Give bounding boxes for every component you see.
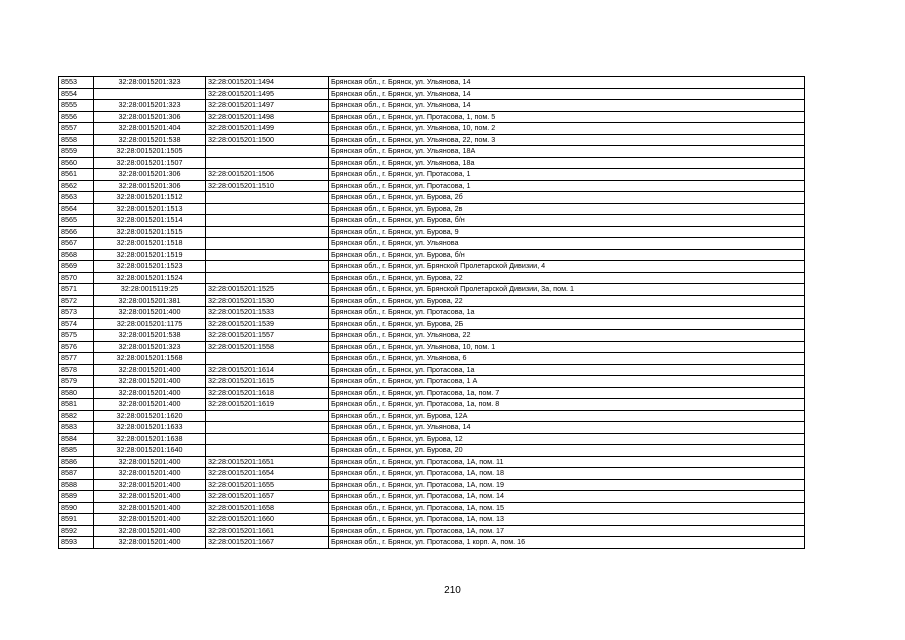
address-cell: Брянская обл., г. Брянск, ул. Ульянова, 14 xyxy=(329,88,805,100)
cadastral-number-cell: 32:28:0015201:400 xyxy=(94,364,206,376)
address-cell: Брянская обл., г. Брянск, ул. Бурова, 2в xyxy=(329,203,805,215)
address-cell: Брянская обл., г. Брянск, ул. Протасова, 1А, пом. 18 xyxy=(329,468,805,480)
address-cell: Брянская обл., г. Брянск, ул. Бурова, 2б xyxy=(329,192,805,204)
cadastral-number-2-cell: 32:28:0015201:1667 xyxy=(206,537,329,549)
cadastral-number-2-cell xyxy=(206,249,329,261)
address-cell: Брянская обл., г. Брянск, ул. Ульянова, 22, пом. 3 xyxy=(329,134,805,146)
row-number-cell: 8579 xyxy=(59,376,94,388)
table-row xyxy=(59,203,805,215)
cadastral-number-2-cell: 32:28:0015201:1500 xyxy=(206,134,329,146)
cadastral-number-cell: 32:28:0015201:1514 xyxy=(94,215,206,227)
row-number-cell: 8592 xyxy=(59,525,94,537)
address-cell: Брянская обл., г. Брянск, ул. Брянской Пролетарской Дивизии, 3а, пом. 1 xyxy=(329,284,805,296)
row-number-cell: 8585 xyxy=(59,445,94,457)
row-number-cell: 8555 xyxy=(59,100,94,112)
address-cell: Брянская обл., г. Брянск, ул. Бурова, 22 xyxy=(329,272,805,284)
cadastral-number-cell: 32:28:0015201:1515 xyxy=(94,226,206,238)
cadastral-number-2-cell xyxy=(206,146,329,158)
cadastral-number-2-cell xyxy=(206,238,329,250)
cadastral-number-cell: 32:28:0015201:400 xyxy=(94,376,206,388)
row-number-cell: 8575 xyxy=(59,330,94,342)
cadastral-number-2-cell: 32:28:0015201:1660 xyxy=(206,514,329,526)
address-cell: Брянская обл., г. Брянск, ул. Протасова, 1а xyxy=(329,364,805,376)
cadastral-number-cell: 32:28:0015201:400 xyxy=(94,387,206,399)
page-number: 210 xyxy=(444,585,461,596)
address-cell: Брянская обл., г. Брянск, ул. Протасова, 1 xyxy=(329,180,805,192)
row-number-cell: 8553 xyxy=(59,77,94,89)
cadastral-number-cell: 32:28:0015201:400 xyxy=(94,525,206,537)
table-row xyxy=(59,410,805,422)
property-registry-table xyxy=(58,76,805,549)
cadastral-number-cell: 32:28:0015201:1620 xyxy=(94,410,206,422)
cadastral-number-2-cell xyxy=(206,203,329,215)
cadastral-number-cell: 32:28:0015201:323 xyxy=(94,77,206,89)
row-number-cell: 8584 xyxy=(59,433,94,445)
row-number-cell: 8580 xyxy=(59,387,94,399)
address-cell: Брянская обл., г. Брянск, ул. Протасова, 1, пом. 5 xyxy=(329,111,805,123)
cadastral-number-2-cell xyxy=(206,215,329,227)
row-number-cell: 8559 xyxy=(59,146,94,158)
row-number-cell: 8558 xyxy=(59,134,94,146)
cadastral-number-2-cell xyxy=(206,410,329,422)
table-row xyxy=(59,318,805,330)
row-number-cell: 8577 xyxy=(59,353,94,365)
cadastral-number-cell: 32:28:0015201:306 xyxy=(94,169,206,181)
address-cell: Брянская обл., г. Брянск, ул. Бурова, 12А xyxy=(329,410,805,422)
cadastral-number-2-cell xyxy=(206,422,329,434)
row-number-cell: 8582 xyxy=(59,410,94,422)
address-cell: Брянская обл., г. Брянск, ул. Протасова, 1А, пом. 13 xyxy=(329,514,805,526)
cadastral-number-2-cell xyxy=(206,261,329,273)
cadastral-number-cell: 32:28:0015201:1568 xyxy=(94,353,206,365)
address-cell: Брянская обл., г. Брянск, ул. Бурова, б/н xyxy=(329,215,805,227)
row-number-cell: 8581 xyxy=(59,399,94,411)
cadastral-number-cell: 32:28:0015201:538 xyxy=(94,134,206,146)
cadastral-number-cell: 32:28:0015201:1523 xyxy=(94,261,206,273)
cadastral-number-cell: 32:28:0015201:404 xyxy=(94,123,206,135)
cadastral-number-cell: 32:28:0015201:381 xyxy=(94,295,206,307)
address-cell: Брянская обл., г. Брянск, ул. Протасова, 1А, пом. 15 xyxy=(329,502,805,514)
row-number-cell: 8591 xyxy=(59,514,94,526)
row-number-cell: 8588 xyxy=(59,479,94,491)
table-row xyxy=(59,353,805,365)
cadastral-number-cell: 32:28:0015201:323 xyxy=(94,341,206,353)
cadastral-number-2-cell: 32:28:0015201:1506 xyxy=(206,169,329,181)
cadastral-number-2-cell xyxy=(206,353,329,365)
cadastral-number-2-cell: 32:28:0015201:1614 xyxy=(206,364,329,376)
address-cell: Брянская обл., г. Брянск, ул. Ульянова, 14 xyxy=(329,77,805,89)
table-row xyxy=(59,295,805,307)
address-cell: Брянская обл., г. Брянск, ул. Брянской Пролетарской Дивизии, 4 xyxy=(329,261,805,273)
table-row xyxy=(59,399,805,411)
row-number-cell: 8574 xyxy=(59,318,94,330)
table-row xyxy=(59,169,805,181)
cadastral-number-cell: 32:28:0015201:1175 xyxy=(94,318,206,330)
row-number-cell: 8583 xyxy=(59,422,94,434)
cadastral-number-cell: 32:28:0015201:1524 xyxy=(94,272,206,284)
table-row xyxy=(59,364,805,376)
row-number-cell: 8570 xyxy=(59,272,94,284)
address-cell: Брянская обл., г. Брянск, ул. Ульянова, 22 xyxy=(329,330,805,342)
cadastral-number-2-cell xyxy=(206,192,329,204)
address-cell: Брянская обл., г. Брянск, ул. Бурова, б/н xyxy=(329,249,805,261)
cadastral-number-2-cell: 32:28:0015201:1618 xyxy=(206,387,329,399)
table-row xyxy=(59,100,805,112)
table-row xyxy=(59,157,805,169)
row-number-cell: 8563 xyxy=(59,192,94,204)
address-cell: Брянская обл., г. Брянск, ул. Бурова, 22 xyxy=(329,295,805,307)
row-number-cell: 8565 xyxy=(59,215,94,227)
cadastral-number-cell: 32:28:0015201:400 xyxy=(94,537,206,549)
row-number-cell: 8578 xyxy=(59,364,94,376)
table-row xyxy=(59,307,805,319)
address-cell: Брянская обл., г. Брянск, ул. Протасова, 1 корп. А, пом. 16 xyxy=(329,537,805,549)
table-row xyxy=(59,341,805,353)
table-row xyxy=(59,525,805,537)
address-cell: Брянская обл., г. Брянск, ул. Протасова, 1 xyxy=(329,169,805,181)
row-number-cell: 8562 xyxy=(59,180,94,192)
row-number-cell: 8568 xyxy=(59,249,94,261)
table-row xyxy=(59,192,805,204)
table-row xyxy=(59,180,805,192)
address-cell: Брянская обл., г. Брянск, ул. Протасова, 1а xyxy=(329,307,805,319)
cadastral-number-2-cell: 32:28:0015201:1495 xyxy=(206,88,329,100)
address-cell: Брянская обл., г. Брянск, ул. Ульянова xyxy=(329,238,805,250)
cadastral-number-2-cell: 32:28:0015201:1530 xyxy=(206,295,329,307)
cadastral-number-cell: 32:28:0015201:400 xyxy=(94,468,206,480)
cadastral-number-cell: 32:28:0015201:400 xyxy=(94,307,206,319)
cadastral-number-2-cell: 32:28:0015201:1557 xyxy=(206,330,329,342)
row-number-cell: 8572 xyxy=(59,295,94,307)
cadastral-number-2-cell: 32:28:0015201:1655 xyxy=(206,479,329,491)
row-number-cell: 8590 xyxy=(59,502,94,514)
cadastral-number-2-cell: 32:28:0015201:1510 xyxy=(206,180,329,192)
table-row xyxy=(59,445,805,457)
cadastral-number-cell xyxy=(94,88,206,100)
row-number-cell: 8587 xyxy=(59,468,94,480)
row-number-cell: 8554 xyxy=(59,88,94,100)
address-cell: Брянская обл., г. Брянск, ул. Протасова, 1 А xyxy=(329,376,805,388)
address-cell: Брянская обл., г. Брянск, ул. Протасова, 1а, пом. 8 xyxy=(329,399,805,411)
address-cell: Брянская обл., г. Брянск, ул. Бурова, 2Б xyxy=(329,318,805,330)
cadastral-number-cell: 32:28:0015201:1638 xyxy=(94,433,206,445)
table-row xyxy=(59,238,805,250)
cadastral-number-2-cell: 32:28:0015201:1497 xyxy=(206,100,329,112)
cadastral-number-cell: 32:28:0015201:1519 xyxy=(94,249,206,261)
row-number-cell: 8564 xyxy=(59,203,94,215)
table-row xyxy=(59,134,805,146)
cadastral-number-cell: 32:28:0015201:400 xyxy=(94,456,206,468)
row-number-cell: 8589 xyxy=(59,491,94,503)
address-cell: Брянская обл., г. Брянск, ул. Бурова, 12 xyxy=(329,433,805,445)
cadastral-number-2-cell: 32:28:0015201:1661 xyxy=(206,525,329,537)
address-cell: Брянская обл., г. Брянск, ул. Ульянова, 18а xyxy=(329,157,805,169)
cadastral-number-2-cell: 32:28:0015201:1499 xyxy=(206,123,329,135)
row-number-cell: 8566 xyxy=(59,226,94,238)
cadastral-number-2-cell: 32:28:0015201:1558 xyxy=(206,341,329,353)
row-number-cell: 8569 xyxy=(59,261,94,273)
row-number-cell: 8573 xyxy=(59,307,94,319)
cadastral-number-2-cell: 32:28:0015201:1615 xyxy=(206,376,329,388)
address-cell: Брянская обл., г. Брянск, ул. Ульянова, 6 xyxy=(329,353,805,365)
table-row xyxy=(59,376,805,388)
address-cell: Брянская обл., г. Брянск, ул. Бурова, 9 xyxy=(329,226,805,238)
cadastral-number-cell: 32:28:0015201:1507 xyxy=(94,157,206,169)
table-row xyxy=(59,514,805,526)
cadastral-number-cell: 32:28:0015201:1505 xyxy=(94,146,206,158)
cadastral-number-cell: 32:28:0015201:1512 xyxy=(94,192,206,204)
cadastral-number-2-cell: 32:28:0015201:1498 xyxy=(206,111,329,123)
cadastral-number-2-cell: 32:28:0015201:1619 xyxy=(206,399,329,411)
table-row xyxy=(59,422,805,434)
cadastral-number-2-cell xyxy=(206,272,329,284)
row-number-cell: 8556 xyxy=(59,111,94,123)
cadastral-number-2-cell: 32:28:0015201:1539 xyxy=(206,318,329,330)
table-row xyxy=(59,272,805,284)
table-row xyxy=(59,88,805,100)
cadastral-number-2-cell xyxy=(206,226,329,238)
row-number-cell: 8560 xyxy=(59,157,94,169)
cadastral-number-2-cell: 32:28:0015201:1657 xyxy=(206,491,329,503)
cadastral-number-cell: 32:28:0015201:400 xyxy=(94,479,206,491)
cadastral-number-cell: 32:28:0015201:400 xyxy=(94,502,206,514)
table-row xyxy=(59,537,805,549)
address-cell: Брянская обл., г. Брянск, ул. Протасова, 1А, пом. 19 xyxy=(329,479,805,491)
table-row xyxy=(59,111,805,123)
table-row xyxy=(59,456,805,468)
address-cell: Брянская обл., г. Брянск, ул. Протасова, 1А, пом. 11 xyxy=(329,456,805,468)
cadastral-number-2-cell: 32:28:0015201:1494 xyxy=(206,77,329,89)
cadastral-number-2-cell: 32:28:0015201:1658 xyxy=(206,502,329,514)
cadastral-number-cell: 32:28:0015201:1513 xyxy=(94,203,206,215)
row-number-cell: 8586 xyxy=(59,456,94,468)
table-body xyxy=(59,77,805,549)
table-row xyxy=(59,491,805,503)
row-number-cell: 8576 xyxy=(59,341,94,353)
address-cell: Брянская обл., г. Брянск, ул. Протасова, 1А, пом. 17 xyxy=(329,525,805,537)
table-row xyxy=(59,330,805,342)
cadastral-number-2-cell: 32:28:0015201:1533 xyxy=(206,307,329,319)
address-cell: Брянская обл., г. Брянск, ул. Ульянова, 10, пом. 2 xyxy=(329,123,805,135)
table-row xyxy=(59,123,805,135)
cadastral-number-cell: 32:28:0015201:538 xyxy=(94,330,206,342)
table-row xyxy=(59,261,805,273)
table-row xyxy=(59,226,805,238)
table-row xyxy=(59,215,805,227)
address-cell: Брянская обл., г. Брянск, ул. Ульянова, 14 xyxy=(329,100,805,112)
cadastral-number-cell: 32:28:0015201:306 xyxy=(94,180,206,192)
table-row xyxy=(59,479,805,491)
cadastral-number-cell: 32:28:0015201:306 xyxy=(94,111,206,123)
cadastral-number-2-cell xyxy=(206,157,329,169)
cadastral-number-cell: 32:28:0015201:400 xyxy=(94,514,206,526)
row-number-cell: 8593 xyxy=(59,537,94,549)
address-cell: Брянская обл., г. Брянск, ул. Ульянова, 14 xyxy=(329,422,805,434)
cadastral-number-cell: 32:28:0015201:400 xyxy=(94,491,206,503)
table-row xyxy=(59,249,805,261)
address-cell: Брянская обл., г. Брянск, ул. Бурова, 20 xyxy=(329,445,805,457)
address-cell: Брянская обл., г. Брянск, ул. Ульянова, 18А xyxy=(329,146,805,158)
cadastral-number-cell: 32:28:0015201:1518 xyxy=(94,238,206,250)
cadastral-number-2-cell: 32:28:0015201:1525 xyxy=(206,284,329,296)
table-row xyxy=(59,387,805,399)
cadastral-number-cell: 32:28:0015201:400 xyxy=(94,399,206,411)
address-cell: Брянская обл., г. Брянск, ул. Протасова, 1а, пом. 7 xyxy=(329,387,805,399)
cadastral-number-2-cell xyxy=(206,445,329,457)
address-cell: Брянская обл., г. Брянск, ул. Ульянова, 10, пом. 1 xyxy=(329,341,805,353)
cadastral-number-cell: 32:28:0015201:1633 xyxy=(94,422,206,434)
cadastral-number-2-cell: 32:28:0015201:1651 xyxy=(206,456,329,468)
row-number-cell: 8557 xyxy=(59,123,94,135)
row-number-cell: 8571 xyxy=(59,284,94,296)
cadastral-number-cell: 32:28:0015201:323 xyxy=(94,100,206,112)
table-row xyxy=(59,77,805,89)
row-number-cell: 8561 xyxy=(59,169,94,181)
table-row xyxy=(59,284,805,296)
table-row xyxy=(59,146,805,158)
table-row xyxy=(59,502,805,514)
cadastral-number-2-cell: 32:28:0015201:1654 xyxy=(206,468,329,480)
cadastral-number-cell: 32:28:0015201:1640 xyxy=(94,445,206,457)
table-row xyxy=(59,433,805,445)
table-row xyxy=(59,468,805,480)
address-cell: Брянская обл., г. Брянск, ул. Протасова, 1А, пом. 14 xyxy=(329,491,805,503)
cadastral-number-cell: 32:28:0015119:25 xyxy=(94,284,206,296)
cadastral-number-2-cell xyxy=(206,433,329,445)
row-number-cell: 8567 xyxy=(59,238,94,250)
